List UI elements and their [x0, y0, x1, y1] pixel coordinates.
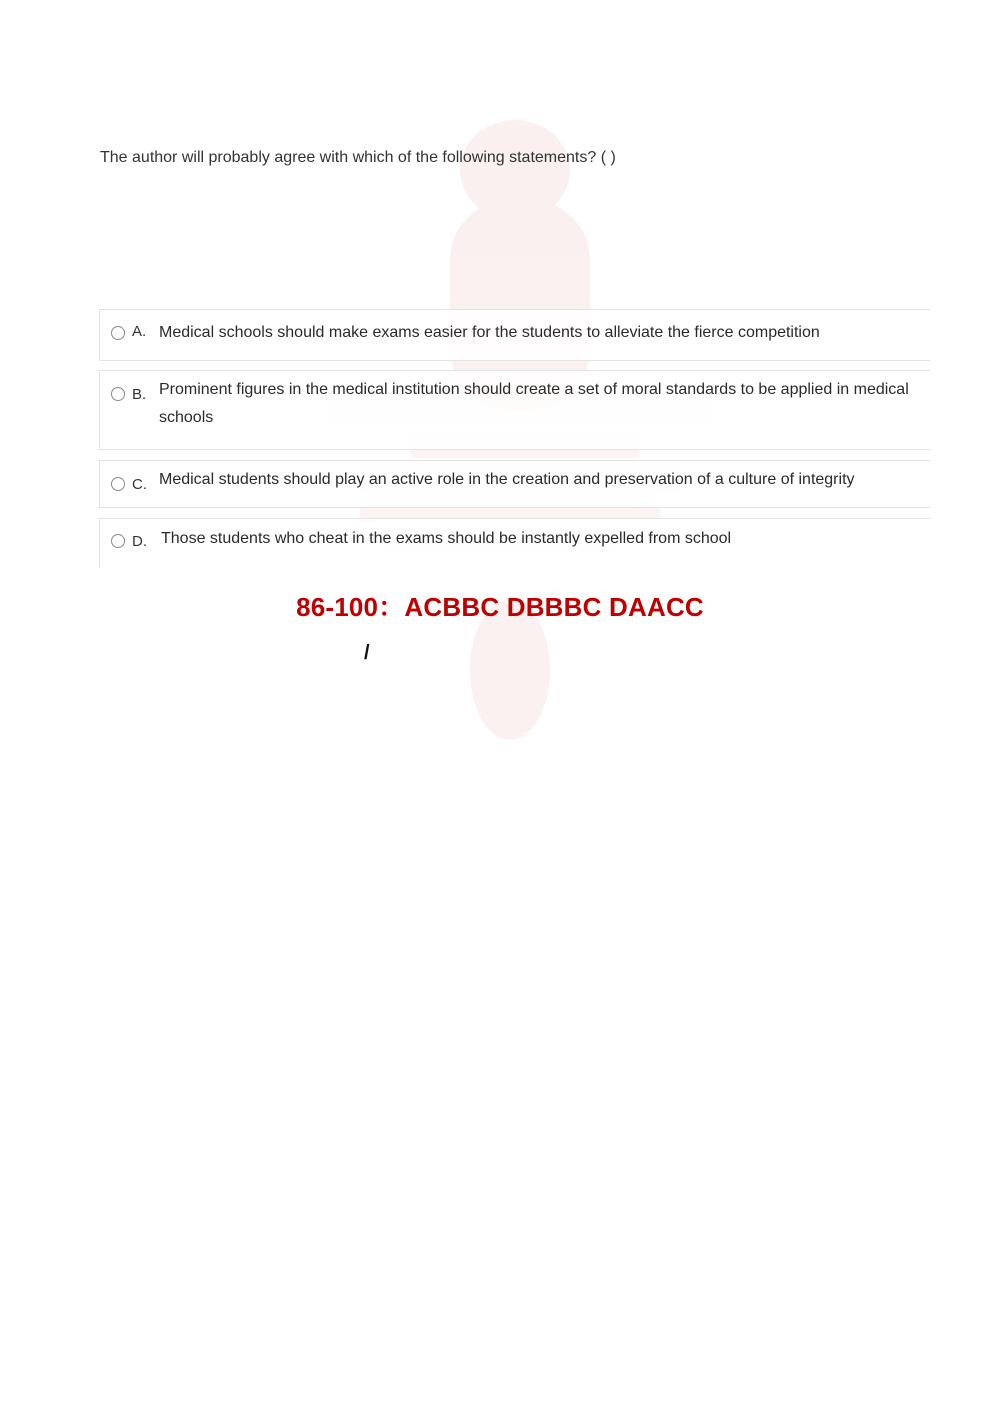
option-text-b: Prominent figures in the medical institution should create a set of moral standards to be applied in medical schools — [159, 381, 909, 426]
answer-key: 86-100：ACBBC DBBBC DAACC — [296, 592, 704, 622]
slash-mark: / — [364, 642, 370, 664]
option-letter-d: D. — [132, 533, 147, 550]
option-letter-a: A. — [132, 323, 147, 340]
radio-button-a[interactable] — [111, 326, 125, 340]
option-letter-b: B. — [132, 386, 147, 403]
option-c[interactable] — [99, 460, 930, 508]
option-text-d: Those students who cheat in the exams should be instantly expelled from school — [161, 530, 732, 547]
option-b[interactable] — [99, 370, 930, 450]
option-text-a: Medical schools should make exams easier for the students to alleviate the fierce competition — [159, 324, 820, 341]
radio-button-b[interactable] — [111, 387, 125, 401]
question-text: The author will probably agree with which of the following statements? ( ) — [100, 149, 616, 166]
option-a[interactable] — [99, 309, 930, 361]
radio-button-d[interactable] — [111, 534, 125, 548]
option-letter-c: C. — [132, 476, 147, 493]
option-text-c: Medical students should play an active role in the creation and preservation of a culture of integrity — [159, 471, 855, 488]
radio-button-c[interactable] — [111, 477, 125, 491]
option-d[interactable] — [99, 518, 930, 568]
question-panel — [97, 110, 930, 570]
